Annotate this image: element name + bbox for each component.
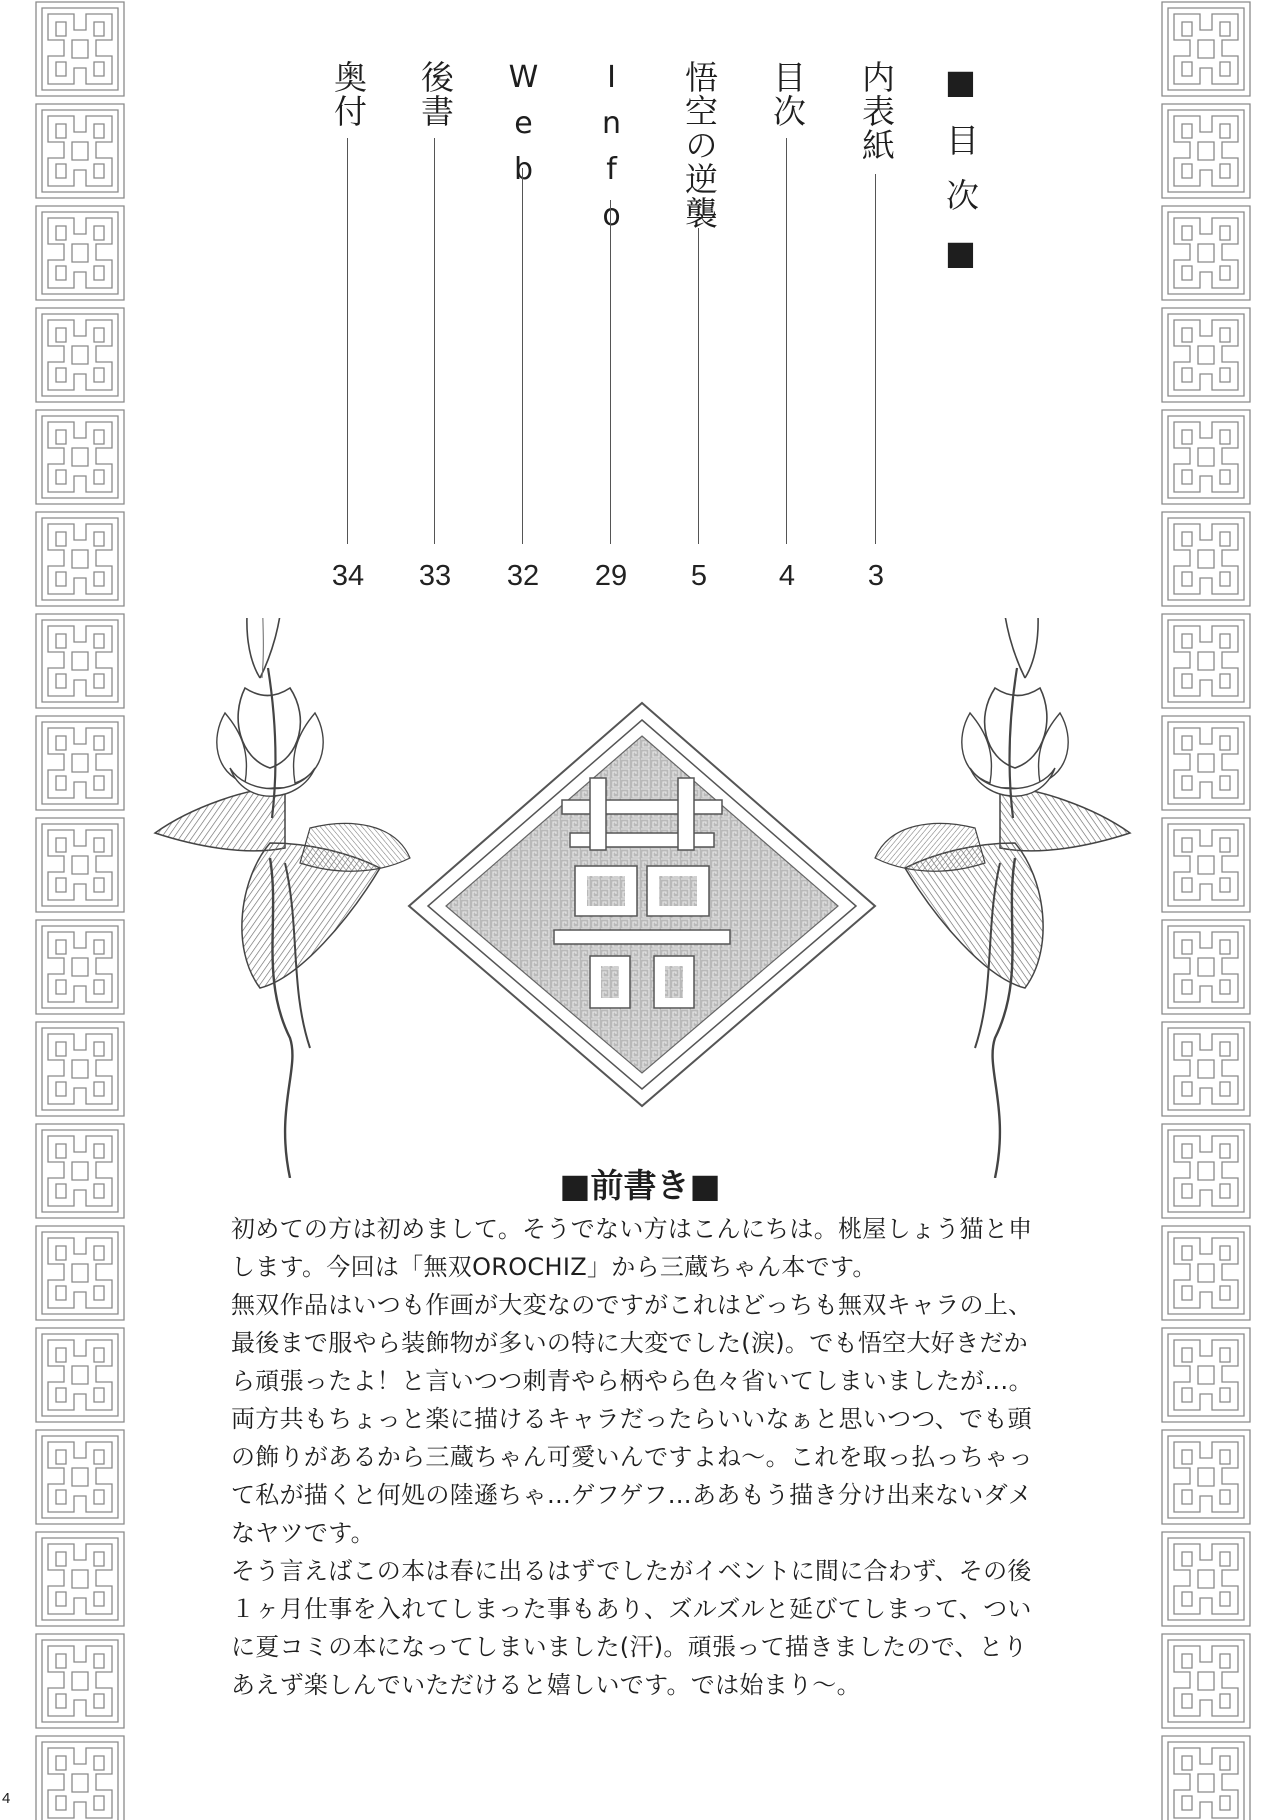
foreword-line: 両方共もちょっと楽に描けるキャラだったらいいなぁと思いつつ、でも頭 — [231, 1405, 1032, 1433]
toc-leader-line — [875, 174, 876, 544]
toc-leader-line — [434, 138, 435, 544]
toc-entry-title: 内表紙 — [857, 60, 896, 162]
lattice-tile — [36, 1634, 124, 1728]
lattice-tile — [36, 818, 124, 912]
foreword-line: に夏コミの本になってしまいました(汗)。頑張って描きましたので、とり — [231, 1633, 1028, 1661]
toc-entry-page: 33 — [418, 560, 452, 592]
lattice-tile — [1162, 920, 1250, 1014]
lattice-tile — [1162, 1736, 1250, 1820]
toc-entry-page: 34 — [331, 560, 365, 592]
lattice-tile — [1162, 104, 1250, 198]
toc-entry — [673, 60, 725, 600]
toc-entry-title: Info — [594, 60, 629, 244]
toc-entry — [497, 60, 549, 600]
lotus-flower-icon — [155, 618, 410, 1178]
page-number: 4 — [2, 1790, 11, 1807]
lattice-tile — [1162, 818, 1250, 912]
toc-leader-line — [786, 138, 787, 544]
toc-entry-title: 悟空の逆襲 — [680, 60, 719, 230]
toc-leader-line — [698, 228, 699, 544]
toc-leader-line — [347, 138, 348, 544]
foreword-line: あえず楽しんでいただけると嬉しいです。では始まり〜。 — [231, 1671, 861, 1699]
lattice-tile — [36, 614, 124, 708]
lattice-tile — [36, 1328, 124, 1422]
lattice-tile — [1162, 410, 1250, 504]
lattice-tile — [36, 410, 124, 504]
right-lattice-border — [1158, 0, 1254, 1820]
lattice-tile — [1162, 512, 1250, 606]
toc-entry-title: 奥付 — [329, 60, 368, 128]
toc-entry-title: Web — [506, 60, 541, 198]
foreword-line: 初めての方は初めまして。そうでない方はこんにちは。桃屋しょう猫と申 — [231, 1215, 1033, 1243]
double-happiness-emblem — [150, 618, 1135, 1178]
toc-entry-page: 3 — [867, 560, 885, 592]
toc-entry — [585, 60, 637, 600]
toc-entry-page: 4 — [778, 560, 796, 592]
lattice-tile — [1162, 1226, 1250, 1320]
lattice-tile — [1162, 614, 1250, 708]
lattice-tile — [36, 716, 124, 810]
foreword-line: 最後まで服やら装飾物が多いの特に大変でした(涙)。でも悟空大好きだか — [231, 1329, 1028, 1357]
lattice-tile — [1162, 1430, 1250, 1524]
lattice-tile — [36, 308, 124, 402]
lattice-tile — [1162, 1022, 1250, 1116]
toc-entry-title: 目次 — [768, 60, 807, 128]
lattice-tile — [36, 206, 124, 300]
foreword-line: の飾りがあるから三蔵ちゃん可愛いんですよね〜。これを取っ払っちゃっ — [231, 1443, 1033, 1471]
foreword-line: します。今回は「無双OROCHIZ」から三蔵ちゃん本です。 — [231, 1253, 877, 1281]
lattice-tile — [36, 512, 124, 606]
lattice-tile — [36, 1430, 124, 1524]
lattice-tile — [36, 920, 124, 1014]
toc-leader-line — [610, 200, 611, 544]
toc-heading: ■目次■ — [941, 62, 980, 294]
foreword-line: なヤツです。 — [231, 1519, 375, 1547]
lattice-tile — [36, 1226, 124, 1320]
lattice-tile — [36, 104, 124, 198]
lattice-tile — [1162, 206, 1250, 300]
toc-entry-page: 32 — [506, 560, 540, 592]
lattice-tile — [36, 1736, 124, 1820]
toc-entry-page: 5 — [690, 560, 708, 592]
diamond-frame — [409, 703, 875, 1106]
left-lattice-border — [32, 0, 128, 1820]
lattice-tile — [36, 2, 124, 96]
lattice-tile — [1162, 308, 1250, 402]
lattice-tile — [1162, 1634, 1250, 1728]
toc-entry — [409, 60, 461, 600]
toc-entry — [322, 60, 374, 600]
toc-entry — [850, 60, 902, 600]
foreword-line: て私が描くと何処の陸遜ちゃ…ゲフゲフ…ああもう描き分け出来ないダメ — [231, 1481, 1033, 1509]
lattice-tile — [1162, 716, 1250, 810]
lattice-tile — [1162, 2, 1250, 96]
lattice-tile — [36, 1022, 124, 1116]
lotus-flower-icon — [875, 618, 1130, 1178]
toc-entry — [761, 60, 813, 600]
toc-entry-page: 29 — [594, 560, 628, 592]
lattice-tile — [36, 1532, 124, 1626]
foreword-line: ら頑張ったよ！と言いつつ刺青やら柄やら色々省いてしまいましたが…。 — [231, 1367, 1033, 1395]
toc-entry-title: 後書 — [416, 60, 455, 128]
lattice-tile — [1162, 1328, 1250, 1422]
foreword-line: １ヶ月仕事を入れてしまった事もあり、ズルズルと延びてしまって、つい — [231, 1595, 1032, 1623]
foreword-heading: ■前書き■ — [559, 1166, 721, 1205]
lattice-tile — [1162, 1532, 1250, 1626]
foreword-line: 無双作品はいつも作画が大変なのですがこれはどっちも無双キャラの上、 — [231, 1291, 1033, 1319]
foreword-body — [231, 1210, 1061, 1704]
foreword-line: そう言えばこの本は春に出るはずでしたがイベントに間に合わず、その後 — [231, 1557, 1032, 1585]
toc-leader-line — [522, 168, 523, 544]
